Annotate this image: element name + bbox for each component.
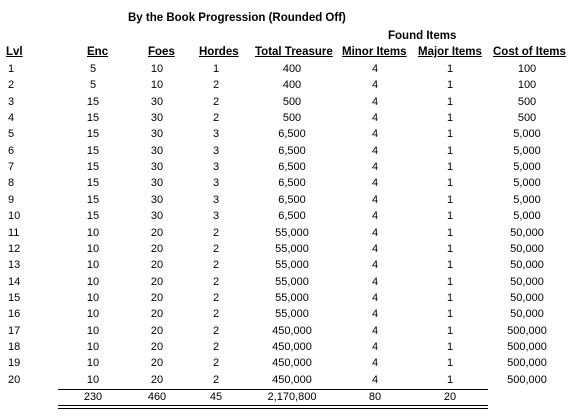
cell-hordes: 3 [212, 161, 220, 174]
cell-enc: 10 [86, 242, 100, 255]
cell-minor-items: 4 [371, 128, 379, 141]
cell-hordes: 2 [212, 95, 220, 108]
cell-lvl: 20 [8, 373, 21, 386]
cell-hordes: 3 [212, 128, 220, 141]
cell-lvl: 3 [8, 95, 15, 108]
cell-foes: 30 [150, 144, 164, 157]
cell-total-treasure: 55,000 [275, 275, 309, 288]
cell-minor-items: 4 [371, 308, 379, 321]
cell-minor-items: 4 [371, 373, 379, 386]
cell-major-items: 1 [446, 291, 454, 304]
cell-minor-items: 4 [371, 95, 379, 108]
cell-foes: 30 [150, 177, 164, 190]
cell-minor-items: 4 [371, 291, 379, 304]
cell-foes: 30 [150, 95, 164, 108]
cell-cost-of-items: 500 [517, 95, 537, 108]
cell-total-treasure: 6,500 [278, 144, 306, 157]
cell-minor-items: 4 [371, 79, 379, 92]
cell-total-treasure: 400 [282, 79, 302, 92]
cell-hordes: 2 [212, 275, 220, 288]
cell-lvl: 8 [8, 177, 15, 190]
cell-cost-of-items: 50,000 [510, 242, 544, 255]
cell-lvl: 7 [8, 161, 15, 174]
cell-hordes: 2 [212, 259, 220, 272]
cell-hordes: 3 [212, 144, 220, 157]
total-enc: 230 [83, 391, 103, 403]
cell-minor-items: 4 [371, 177, 379, 190]
cell-lvl: 4 [8, 112, 15, 125]
cell-minor-items: 4 [371, 63, 379, 75]
cell-cost-of-items: 5,000 [513, 161, 541, 174]
cell-cost-of-items: 5,000 [513, 210, 541, 223]
cell-foes: 20 [150, 324, 164, 337]
cell-enc: 10 [86, 324, 100, 337]
cell-lvl: 2 [8, 79, 15, 92]
cell-cost-of-items: 50,000 [510, 308, 544, 321]
cell-foes: 20 [150, 226, 164, 239]
cell-hordes: 3 [212, 193, 220, 206]
cell-cost-of-items: 50,000 [510, 259, 544, 272]
cell-enc: 15 [86, 95, 100, 108]
cell-lvl: 9 [8, 193, 15, 206]
cell-lvl: 15 [8, 291, 21, 304]
cell-lvl: 11 [8, 226, 20, 239]
cell-minor-items: 4 [371, 324, 379, 337]
cell-major-items: 1 [446, 79, 454, 92]
cell-minor-items: 4 [371, 340, 379, 353]
cell-total-treasure: 55,000 [275, 291, 309, 304]
cell-hordes: 2 [212, 340, 220, 353]
cell-lvl: 5 [8, 128, 15, 141]
cell-major-items: 1 [446, 308, 454, 321]
total-total-treasure: 2,170,800 [267, 391, 317, 403]
cell-lvl: 1 [8, 63, 15, 75]
cell-hordes: 2 [212, 112, 220, 125]
cell-major-items: 1 [446, 340, 454, 353]
cell-major-items: 1 [446, 95, 454, 108]
cell-foes: 20 [150, 242, 164, 255]
cell-major-items: 1 [446, 128, 454, 141]
cell-foes: 20 [150, 373, 164, 386]
cell-major-items: 1 [446, 324, 454, 337]
cell-lvl: 19 [8, 357, 21, 370]
cell-foes: 20 [150, 275, 164, 288]
cell-major-items: 1 [446, 275, 454, 288]
cell-hordes: 2 [212, 291, 220, 304]
cell-minor-items: 4 [371, 259, 379, 272]
cell-total-treasure: 450,000 [272, 324, 312, 337]
cell-enc: 10 [86, 275, 100, 288]
totals-top-rule [58, 389, 488, 390]
cell-total-treasure: 6,500 [278, 193, 306, 206]
cell-cost-of-items: 5,000 [513, 177, 541, 190]
cell-minor-items: 4 [371, 357, 379, 370]
column-header-hordes: Hordes [199, 46, 239, 58]
cell-hordes: 2 [212, 357, 220, 370]
cell-major-items: 1 [446, 193, 454, 206]
cell-hordes: 2 [212, 373, 220, 386]
cell-lvl: 14 [8, 275, 21, 288]
cell-enc: 10 [86, 373, 100, 386]
found-items-group-header: Found Items [388, 30, 457, 42]
cell-cost-of-items: 50,000 [510, 226, 544, 239]
cell-enc: 15 [86, 128, 100, 141]
cell-minor-items: 4 [371, 242, 379, 255]
cell-enc: 10 [86, 308, 100, 321]
cell-enc: 10 [86, 357, 100, 370]
cell-cost-of-items: 5,000 [513, 128, 541, 141]
cell-major-items: 1 [446, 242, 454, 255]
cell-cost-of-items: 5,000 [513, 144, 541, 157]
cell-lvl: 18 [8, 340, 21, 353]
column-header-enc: Enc [87, 46, 109, 58]
cell-minor-items: 4 [371, 112, 379, 125]
cell-total-treasure: 55,000 [275, 242, 309, 255]
cell-foes: 20 [150, 291, 164, 304]
cell-foes: 30 [150, 128, 164, 141]
cell-minor-items: 4 [371, 144, 379, 157]
cell-minor-items: 4 [371, 161, 379, 174]
cell-hordes: 3 [212, 177, 220, 190]
cell-cost-of-items: 500,000 [507, 373, 547, 386]
cell-enc: 5 [89, 63, 97, 75]
column-header-major-items: Major Items [418, 46, 482, 58]
cell-foes: 30 [150, 193, 164, 206]
cell-foes: 30 [150, 210, 164, 223]
cell-major-items: 1 [446, 161, 454, 174]
cell-cost-of-items: 50,000 [510, 291, 544, 304]
cell-total-treasure: 6,500 [278, 128, 306, 141]
cell-cost-of-items: 5,000 [513, 193, 541, 206]
column-header-minor-items: Minor Items [342, 46, 407, 58]
cell-enc: 5 [89, 79, 97, 92]
cell-lvl: 10 [8, 210, 21, 223]
cell-major-items: 1 [446, 226, 454, 239]
cell-foes: 20 [150, 357, 164, 370]
cell-cost-of-items: 100 [517, 79, 537, 92]
total-foes: 460 [147, 391, 167, 403]
cell-minor-items: 4 [371, 226, 379, 239]
cell-enc: 10 [86, 226, 100, 239]
cell-total-treasure: 55,000 [275, 259, 309, 272]
cell-cost-of-items: 500,000 [507, 324, 547, 337]
cell-total-treasure: 6,500 [278, 161, 306, 174]
cell-enc: 15 [86, 161, 100, 174]
cell-major-items: 1 [446, 112, 454, 125]
cell-major-items: 1 [446, 177, 454, 190]
cell-hordes: 2 [212, 79, 220, 92]
cell-total-treasure: 400 [282, 63, 302, 75]
cell-cost-of-items: 100 [517, 63, 537, 75]
cell-foes: 10 [150, 79, 164, 92]
total-minor-items: 80 [368, 391, 382, 403]
cell-total-treasure: 6,500 [278, 210, 306, 223]
cell-enc: 15 [86, 144, 100, 157]
cell-lvl: 13 [8, 259, 21, 272]
totals-double-rule-bottom [58, 408, 488, 409]
total-hordes: 45 [209, 391, 223, 403]
total-major-items: 20 [443, 391, 457, 403]
totals-double-rule-top [58, 405, 488, 406]
cell-lvl: 17 [8, 324, 21, 337]
cell-total-treasure: 450,000 [272, 340, 312, 353]
cell-total-treasure: 450,000 [272, 373, 312, 386]
cell-foes: 30 [150, 161, 164, 174]
cell-enc: 10 [86, 340, 100, 353]
cell-total-treasure: 500 [282, 112, 302, 125]
cell-minor-items: 4 [371, 193, 379, 206]
cell-lvl: 6 [8, 144, 15, 157]
column-header-cost-of-items: Cost of Items [493, 46, 566, 58]
cell-hordes: 2 [212, 308, 220, 321]
cell-hordes: 2 [212, 324, 220, 337]
cell-total-treasure: 55,000 [275, 308, 309, 321]
cell-cost-of-items: 500,000 [507, 340, 547, 353]
cell-lvl: 12 [8, 242, 21, 255]
cell-hordes: 1 [212, 63, 220, 75]
cell-major-items: 1 [446, 63, 454, 75]
cell-foes: 20 [150, 259, 164, 272]
cell-hordes: 3 [212, 210, 220, 223]
cell-hordes: 2 [212, 226, 220, 239]
cell-total-treasure: 450,000 [272, 357, 312, 370]
cell-cost-of-items: 50,000 [510, 275, 544, 288]
cell-enc: 15 [86, 177, 100, 190]
cell-minor-items: 4 [371, 275, 379, 288]
column-header-total-treasure: Total Treasure [255, 46, 333, 58]
cell-enc: 15 [86, 112, 100, 125]
column-header-foes: Foes [148, 46, 175, 58]
cell-foes: 10 [150, 63, 164, 75]
cell-major-items: 1 [446, 144, 454, 157]
cell-foes: 20 [150, 340, 164, 353]
cell-cost-of-items: 500 [517, 112, 537, 125]
sheet-title: By the Book Progression (Rounded Off) [128, 12, 346, 24]
cell-hordes: 2 [212, 242, 220, 255]
cell-cost-of-items: 500,000 [507, 357, 547, 370]
cell-total-treasure: 55,000 [275, 226, 309, 239]
column-header-lvl: Lvl [6, 46, 23, 58]
cell-enc: 10 [86, 291, 100, 304]
cell-major-items: 1 [446, 357, 454, 370]
cell-major-items: 1 [446, 210, 454, 223]
cell-foes: 30 [150, 112, 164, 125]
cell-enc: 10 [86, 259, 100, 272]
cell-total-treasure: 500 [282, 95, 302, 108]
cell-major-items: 1 [446, 259, 454, 272]
cell-enc: 15 [86, 210, 100, 223]
cell-foes: 20 [150, 308, 164, 321]
cell-lvl: 16 [8, 308, 21, 321]
cell-minor-items: 4 [371, 210, 379, 223]
cell-enc: 15 [86, 193, 100, 206]
cell-major-items: 1 [446, 373, 454, 386]
cell-total-treasure: 6,500 [278, 177, 306, 190]
